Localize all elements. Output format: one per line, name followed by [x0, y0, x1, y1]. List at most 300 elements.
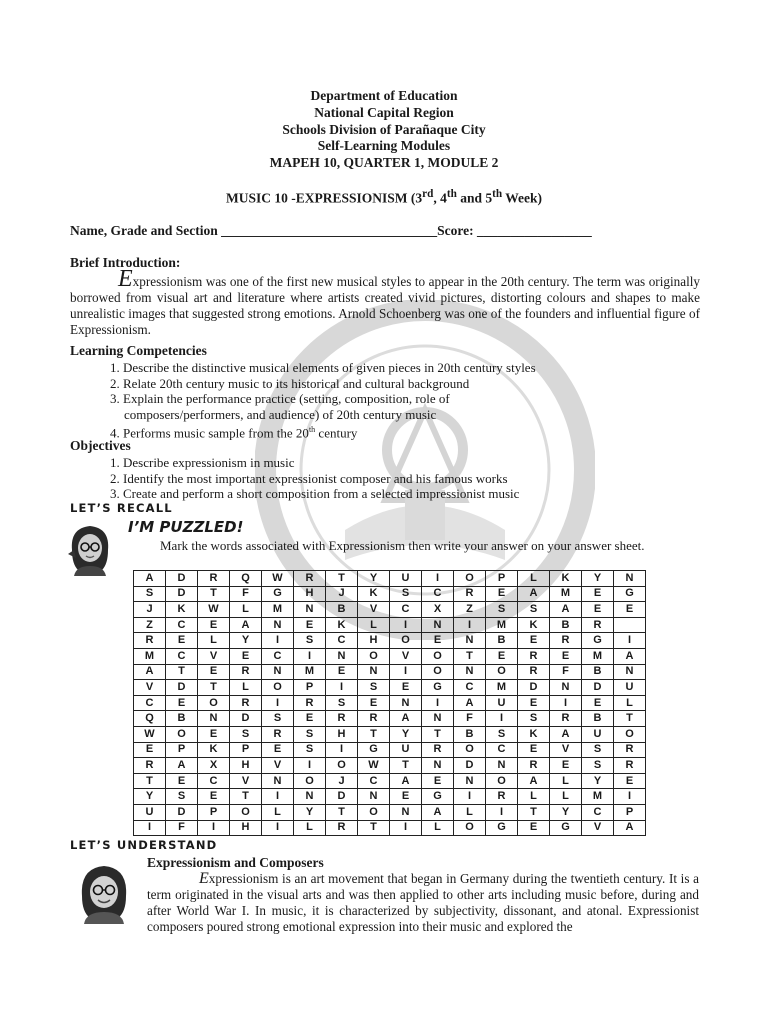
grid-cell[interactable]: R: [134, 758, 166, 774]
grid-cell[interactable]: R: [294, 695, 326, 711]
grid-cell[interactable]: O: [454, 820, 486, 836]
grid-cell[interactable]: E: [294, 711, 326, 727]
grid-cell[interactable]: M: [582, 648, 614, 664]
expressionism-paragraph: Expressionism is an art movement that began in Germany during the twentieth century. It is a term originated in the visual arts and was then applied to other arts including music before, during and after World War I. In music, it is characterized by subjectivity, dissonant, and atonal. Expressionist composers poured strong emotional expression into their music and explored the: [147, 870, 699, 934]
grid-row: [134, 695, 646, 711]
grid-cell[interactable]: S: [582, 758, 614, 774]
grid-row: [134, 726, 646, 742]
grid-cell[interactable]: M: [582, 789, 614, 805]
grid-cell[interactable]: I: [486, 804, 518, 820]
grid-cell[interactable]: S: [134, 586, 166, 602]
grid-cell[interactable]: B: [486, 633, 518, 649]
grid-cell[interactable]: R: [358, 711, 390, 727]
grid-cell[interactable]: E: [134, 742, 166, 758]
grid-cell[interactable]: I: [390, 664, 422, 680]
teacher-avatar-icon: [74, 860, 134, 924]
grid-cell[interactable]: N: [294, 602, 326, 618]
objectives-heading: Objectives: [70, 438, 131, 453]
grid-cell[interactable]: H: [230, 820, 262, 836]
grid-cell[interactable]: O: [422, 648, 454, 664]
grid-cell[interactable]: S: [166, 789, 198, 805]
grid-cell[interactable]: B: [582, 711, 614, 727]
grid-cell[interactable]: W: [262, 571, 294, 587]
grid-cell[interactable]: O: [358, 804, 390, 820]
list-item: 4. Performs music sample from the 20th century: [110, 425, 358, 441]
grid-cell[interactable]: R: [518, 758, 550, 774]
grid-cell[interactable]: W: [134, 726, 166, 742]
grid-cell[interactable]: S: [230, 726, 262, 742]
document-header: [0, 88, 768, 172]
grid-cell[interactable]: E: [422, 633, 454, 649]
grid-cell[interactable]: Y: [582, 773, 614, 789]
grid-cell[interactable]: Y: [550, 804, 582, 820]
grid-cell[interactable]: F: [550, 664, 582, 680]
grid-row: [134, 742, 646, 758]
grid-cell[interactable]: T: [230, 789, 262, 805]
grid-cell[interactable]: I: [454, 789, 486, 805]
grid-cell[interactable]: R: [294, 571, 326, 587]
grid-cell[interactable]: P: [230, 742, 262, 758]
grid-cell[interactable]: N: [326, 648, 358, 664]
grid-row: [134, 820, 646, 836]
grid-cell[interactable]: O: [166, 726, 198, 742]
grid-cell[interactable]: R: [230, 695, 262, 711]
grid-cell[interactable]: B: [166, 711, 198, 727]
grid-cell[interactable]: E: [582, 695, 614, 711]
grid-cell[interactable]: S: [262, 711, 294, 727]
grid-cell[interactable]: H: [358, 633, 390, 649]
grid-cell[interactable]: E: [198, 726, 230, 742]
grid-cell[interactable]: R: [550, 633, 582, 649]
grid-cell[interactable]: L: [550, 773, 582, 789]
grid-cell[interactable]: U: [614, 680, 646, 696]
grid-cell[interactable]: B: [550, 617, 582, 633]
grid-cell[interactable]: E: [422, 773, 454, 789]
grid-row: [134, 804, 646, 820]
grid-cell[interactable]: Y: [230, 633, 262, 649]
grid-cell[interactable]: V: [358, 602, 390, 618]
grid-cell[interactable]: N: [262, 773, 294, 789]
grid-cell[interactable]: I: [422, 571, 454, 587]
header-modules: Self-Learning Modules: [317, 138, 451, 154]
grid-cell[interactable]: W: [358, 758, 390, 774]
grid-cell[interactable]: B: [326, 602, 358, 618]
grid-cell[interactable]: G: [422, 789, 454, 805]
grid-cell[interactable]: E: [198, 789, 230, 805]
grid-cell[interactable]: Y: [358, 571, 390, 587]
grid-row: [134, 789, 646, 805]
grid-cell[interactable]: R: [550, 711, 582, 727]
grid-cell[interactable]: E: [390, 680, 422, 696]
grid-cell[interactable]: G: [614, 586, 646, 602]
grid-cell[interactable]: N: [358, 789, 390, 805]
grid-cell[interactable]: L: [230, 680, 262, 696]
grid-cell[interactable]: A: [614, 648, 646, 664]
grid-cell[interactable]: D: [230, 711, 262, 727]
grid-cell[interactable]: E: [582, 586, 614, 602]
grid-cell[interactable]: L: [422, 820, 454, 836]
grid-cell[interactable]: I: [454, 617, 486, 633]
grid-cell[interactable]: L: [454, 804, 486, 820]
grid-cell[interactable]: U: [134, 804, 166, 820]
grid-cell[interactable]: O: [262, 680, 294, 696]
grid-cell[interactable]: D: [518, 680, 550, 696]
grid-cell[interactable]: S: [518, 711, 550, 727]
grid-cell[interactable]: E: [518, 820, 550, 836]
lets-understand-banner: LET’S UNDERSTAND: [70, 838, 218, 852]
grid-cell[interactable]: E: [198, 617, 230, 633]
grid-cell[interactable]: A: [390, 773, 422, 789]
grid-cell[interactable]: N: [262, 617, 294, 633]
grid-cell[interactable]: L: [230, 602, 262, 618]
competencies-list: [110, 360, 536, 441]
grid-cell[interactable]: C: [582, 804, 614, 820]
brief-intro-text: Expressionism was one of the first new musical styles to appear in the 20th century. The term was originally borrowed from visual art and literature where artists created vivid pictures, distorting colours and shapes to make unrealistic images that suggested strong emotions. Arnold Schoenberg was one of the founders and influential figure of Expressionism.: [70, 266, 700, 337]
grid-cell[interactable]: B: [582, 664, 614, 680]
grid-cell[interactable]: N: [422, 758, 454, 774]
grid-cell[interactable]: N: [550, 680, 582, 696]
grid-cell[interactable]: S: [486, 602, 518, 618]
grid-cell[interactable]: C: [166, 648, 198, 664]
grid-cell[interactable]: E: [358, 695, 390, 711]
grid-cell[interactable]: N: [486, 758, 518, 774]
word-search-grid[interactable]: [133, 570, 646, 836]
grid-cell[interactable]: D: [326, 789, 358, 805]
grid-cell[interactable]: S: [518, 602, 550, 618]
grid-row: [134, 758, 646, 774]
grid-cell[interactable]: E: [518, 633, 550, 649]
grid-cell[interactable]: D: [166, 586, 198, 602]
grid-row: [134, 664, 646, 680]
grid-cell[interactable]: K: [166, 602, 198, 618]
grid-cell[interactable]: A: [550, 602, 582, 618]
grid-cell[interactable]: I: [550, 695, 582, 711]
grid-cell[interactable]: V: [262, 758, 294, 774]
grid-cell[interactable]: I: [262, 695, 294, 711]
grid-cell[interactable]: R: [614, 758, 646, 774]
grid-cell[interactable]: O: [294, 773, 326, 789]
grid-cell[interactable]: D: [166, 571, 198, 587]
grid-cell[interactable]: I: [262, 633, 294, 649]
grid-cell[interactable]: K: [518, 617, 550, 633]
grid-cell[interactable]: I: [294, 758, 326, 774]
grid-cell[interactable]: O: [358, 648, 390, 664]
grid-cell[interactable]: T: [198, 680, 230, 696]
grid-cell[interactable]: N: [358, 664, 390, 680]
expressionism-composers-heading: Expressionism and Composers: [147, 855, 324, 870]
grid-cell[interactable]: T: [518, 804, 550, 820]
grid-cell[interactable]: Z: [454, 602, 486, 618]
grid-cell[interactable]: R: [230, 664, 262, 680]
grid-cell[interactable]: R: [262, 726, 294, 742]
grid-cell[interactable]: I: [390, 820, 422, 836]
header-region: National Capital Region: [314, 104, 454, 120]
grid-cell[interactable]: A: [134, 664, 166, 680]
grid-cell[interactable]: T: [454, 648, 486, 664]
grid-cell[interactable]: E: [294, 617, 326, 633]
grid-cell[interactable]: R: [326, 711, 358, 727]
grid-cell[interactable]: G: [262, 586, 294, 602]
intro-dropcap: E: [118, 266, 133, 292]
grid-cell[interactable]: P: [198, 804, 230, 820]
grid-cell[interactable]: A: [230, 617, 262, 633]
grid-cell[interactable]: T: [198, 586, 230, 602]
grid-cell[interactable]: E: [518, 695, 550, 711]
grid-cell[interactable]: O: [614, 726, 646, 742]
grid-cell[interactable]: I: [262, 789, 294, 805]
grid-cell[interactable]: C: [326, 633, 358, 649]
name-score-line[interactable]: Name, Grade and Section ________________________________Score: _________________: [70, 223, 592, 238]
grid-cell[interactable]: R: [614, 742, 646, 758]
grid-cell[interactable]: G: [358, 742, 390, 758]
grid-cell[interactable]: R: [582, 617, 614, 633]
grid-cell[interactable]: J: [326, 773, 358, 789]
grid-cell[interactable]: I: [198, 820, 230, 836]
grid-cell[interactable]: A: [422, 804, 454, 820]
grid-cell[interactable]: O: [326, 758, 358, 774]
grid-row: [134, 773, 646, 789]
grid-cell[interactable]: F: [166, 820, 198, 836]
grid-cell[interactable]: C: [486, 742, 518, 758]
grid-cell[interactable]: R: [454, 586, 486, 602]
grid-cell[interactable]: X: [422, 602, 454, 618]
grid-cell[interactable]: C: [134, 695, 166, 711]
header-division: Schools Division of Parañaque City: [282, 121, 486, 137]
grid-cell[interactable]: C: [422, 586, 454, 602]
grid-cell[interactable]: Y: [582, 571, 614, 587]
grid-cell[interactable]: T: [326, 804, 358, 820]
grid-cell[interactable]: U: [390, 571, 422, 587]
grid-cell[interactable]: K: [518, 726, 550, 742]
grid-cell[interactable]: G: [486, 820, 518, 836]
grid-cell[interactable]: C: [358, 773, 390, 789]
grid-cell[interactable]: T: [390, 758, 422, 774]
grid-cell[interactable]: L: [518, 571, 550, 587]
grid-cell[interactable]: M: [294, 664, 326, 680]
grid-cell[interactable]: K: [358, 586, 390, 602]
grid-cell[interactable]: E: [486, 586, 518, 602]
grid-cell[interactable]: U: [582, 726, 614, 742]
grid-cell[interactable]: N: [454, 633, 486, 649]
grid-cell[interactable]: T: [358, 820, 390, 836]
grid-cell[interactable]: E: [582, 602, 614, 618]
grid-cell[interactable]: Y: [390, 726, 422, 742]
grid-cell[interactable]: P: [614, 804, 646, 820]
grid-cell[interactable]: S: [390, 586, 422, 602]
grid-cell[interactable]: L: [614, 695, 646, 711]
grid-cell[interactable]: S: [294, 633, 326, 649]
grid-cell[interactable]: V: [550, 742, 582, 758]
grid-cell[interactable]: M: [262, 602, 294, 618]
grid-cell[interactable]: E: [550, 758, 582, 774]
grid-cell[interactable]: M: [134, 648, 166, 664]
grid-cell[interactable]: I: [614, 789, 646, 805]
grid-cell[interactable]: W: [198, 602, 230, 618]
grid-cell[interactable]: V: [230, 773, 262, 789]
grid-cell[interactable]: R: [518, 648, 550, 664]
grid-cell[interactable]: L: [294, 820, 326, 836]
grid-cell[interactable]: N: [390, 695, 422, 711]
grid-cell[interactable]: N: [422, 711, 454, 727]
grid-cell[interactable]: P: [486, 571, 518, 587]
grid-cell[interactable]: X: [198, 758, 230, 774]
grid-cell[interactable]: S: [358, 680, 390, 696]
grid-cell[interactable]: I: [294, 648, 326, 664]
grid-cell[interactable]: I: [134, 820, 166, 836]
grid-cell[interactable]: N: [262, 664, 294, 680]
grid-cell[interactable]: H: [326, 726, 358, 742]
grid-cell[interactable]: O: [422, 664, 454, 680]
grid-cell[interactable]: V: [134, 680, 166, 696]
grid-cell[interactable]: F: [454, 711, 486, 727]
grid-cell[interactable]: E: [198, 664, 230, 680]
grid-cell[interactable]: U: [486, 695, 518, 711]
grid-cell[interactable]: N: [390, 804, 422, 820]
grid-cell[interactable]: I: [326, 680, 358, 696]
grid-cell[interactable]: D: [166, 804, 198, 820]
grid-cell[interactable]: G: [550, 820, 582, 836]
grid-cell[interactable]: A: [166, 758, 198, 774]
grid-cell[interactable]: E: [390, 789, 422, 805]
grid-cell[interactable]: F: [230, 586, 262, 602]
grid-cell[interactable]: M: [550, 586, 582, 602]
grid-cell[interactable]: V: [198, 648, 230, 664]
grid-cell[interactable]: R: [326, 820, 358, 836]
grid-cell[interactable]: N: [454, 773, 486, 789]
grid-cell[interactable]: T: [358, 726, 390, 742]
grid-cell[interactable]: E: [486, 648, 518, 664]
grid-cell[interactable]: T: [166, 664, 198, 680]
grid-cell[interactable]: S: [294, 742, 326, 758]
grid-cell[interactable]: C: [390, 602, 422, 618]
grid-cell[interactable]: E: [518, 742, 550, 758]
grid-cell[interactable]: E: [230, 648, 262, 664]
list-item: 1. Describe expressionism in music: [110, 455, 295, 470]
grid-cell[interactable]: N: [422, 617, 454, 633]
grid-cell[interactable]: J: [134, 602, 166, 618]
grid-cell[interactable]: A: [614, 820, 646, 836]
grid-cell[interactable]: B: [454, 726, 486, 742]
grid-cell[interactable]: D: [454, 758, 486, 774]
grid-cell[interactable]: A: [390, 711, 422, 727]
grid-cell[interactable]: V: [390, 648, 422, 664]
grid-cell[interactable]: N: [198, 711, 230, 727]
music-title: MUSIC 10 -EXPRESSIONISM (3rd, 4th and 5th Week): [225, 188, 543, 206]
grid-cell[interactable]: T: [422, 726, 454, 742]
grid-cell[interactable]: E: [614, 602, 646, 618]
grid-row: [134, 680, 646, 696]
grid-cell[interactable]: O: [454, 742, 486, 758]
grid-cell[interactable]: O: [454, 571, 486, 587]
grid-cell[interactable]: S: [486, 726, 518, 742]
grid-cell[interactable]: G: [422, 680, 454, 696]
grid-cell[interactable]: I: [486, 711, 518, 727]
grid-cell[interactable]: E: [326, 664, 358, 680]
grid-cell[interactable]: E: [166, 633, 198, 649]
grid-cell[interactable]: Y: [134, 789, 166, 805]
grid-cell[interactable]: I: [614, 633, 646, 649]
grid-cell[interactable]: O: [390, 633, 422, 649]
grid-cell[interactable]: R: [198, 571, 230, 587]
grid-cell[interactable]: N: [454, 664, 486, 680]
grid-cell[interactable]: N: [614, 571, 646, 587]
grid-cell[interactable]: T: [326, 571, 358, 587]
grid-cell[interactable]: J: [326, 586, 358, 602]
grid-cell[interactable]: D: [166, 680, 198, 696]
grid-cell[interactable]: U: [390, 742, 422, 758]
grid-cell[interactable]: A: [454, 695, 486, 711]
grid-cell[interactable]: [614, 617, 646, 633]
grid-cell[interactable]: N: [294, 789, 326, 805]
grid-cell[interactable]: L: [358, 617, 390, 633]
grid-cell[interactable]: L: [198, 633, 230, 649]
grid-cell[interactable]: H: [294, 586, 326, 602]
grid-cell[interactable]: L: [550, 789, 582, 805]
grid-cell[interactable]: I: [326, 742, 358, 758]
grid-cell[interactable]: A: [134, 571, 166, 587]
grid-cell[interactable]: M: [486, 617, 518, 633]
grid-cell[interactable]: K: [198, 742, 230, 758]
grid-cell[interactable]: O: [198, 695, 230, 711]
grid-cell[interactable]: E: [166, 773, 198, 789]
grid-cell[interactable]: C: [454, 680, 486, 696]
grid-cell[interactable]: Q: [134, 711, 166, 727]
grid-cell[interactable]: O: [486, 664, 518, 680]
grid-cell[interactable]: H: [230, 758, 262, 774]
grid-cell[interactable]: C: [262, 648, 294, 664]
grid-cell[interactable]: R: [486, 789, 518, 805]
grid-cell[interactable]: C: [198, 773, 230, 789]
grid-cell[interactable]: L: [518, 789, 550, 805]
grid-cell[interactable]: I: [262, 820, 294, 836]
grid-cell[interactable]: V: [582, 820, 614, 836]
grid-cell[interactable]: K: [550, 571, 582, 587]
grid-cell[interactable]: A: [518, 773, 550, 789]
grid-cell[interactable]: E: [550, 648, 582, 664]
grid-cell[interactable]: E: [262, 742, 294, 758]
grid-cell[interactable]: O: [486, 773, 518, 789]
grid-cell[interactable]: E: [614, 773, 646, 789]
grid-cell[interactable]: S: [582, 742, 614, 758]
grid-cell[interactable]: L: [262, 804, 294, 820]
grid-cell[interactable]: A: [550, 726, 582, 742]
grid-cell[interactable]: R: [134, 633, 166, 649]
grid-cell[interactable]: Q: [230, 571, 262, 587]
grid-cell[interactable]: G: [582, 633, 614, 649]
grid-cell[interactable]: N: [614, 664, 646, 680]
grid-cell[interactable]: R: [422, 742, 454, 758]
grid-cell[interactable]: P: [166, 742, 198, 758]
grid-cell[interactable]: Y: [294, 804, 326, 820]
grid-cell[interactable]: S: [294, 726, 326, 742]
grid-cell[interactable]: Z: [134, 617, 166, 633]
grid-cell[interactable]: A: [518, 586, 550, 602]
competencies-heading: Learning Competencies: [70, 343, 207, 358]
grid-cell[interactable]: D: [582, 680, 614, 696]
grid-cell[interactable]: I: [422, 695, 454, 711]
grid-cell[interactable]: T: [134, 773, 166, 789]
grid-cell[interactable]: S: [326, 695, 358, 711]
grid-cell[interactable]: I: [390, 617, 422, 633]
grid-cell[interactable]: P: [294, 680, 326, 696]
grid-cell[interactable]: E: [166, 695, 198, 711]
grid-cell[interactable]: K: [326, 617, 358, 633]
grid-cell[interactable]: R: [518, 664, 550, 680]
grid-cell[interactable]: O: [230, 804, 262, 820]
grid-cell[interactable]: M: [486, 680, 518, 696]
grid-cell[interactable]: C: [166, 617, 198, 633]
grid-cell[interactable]: T: [614, 711, 646, 727]
